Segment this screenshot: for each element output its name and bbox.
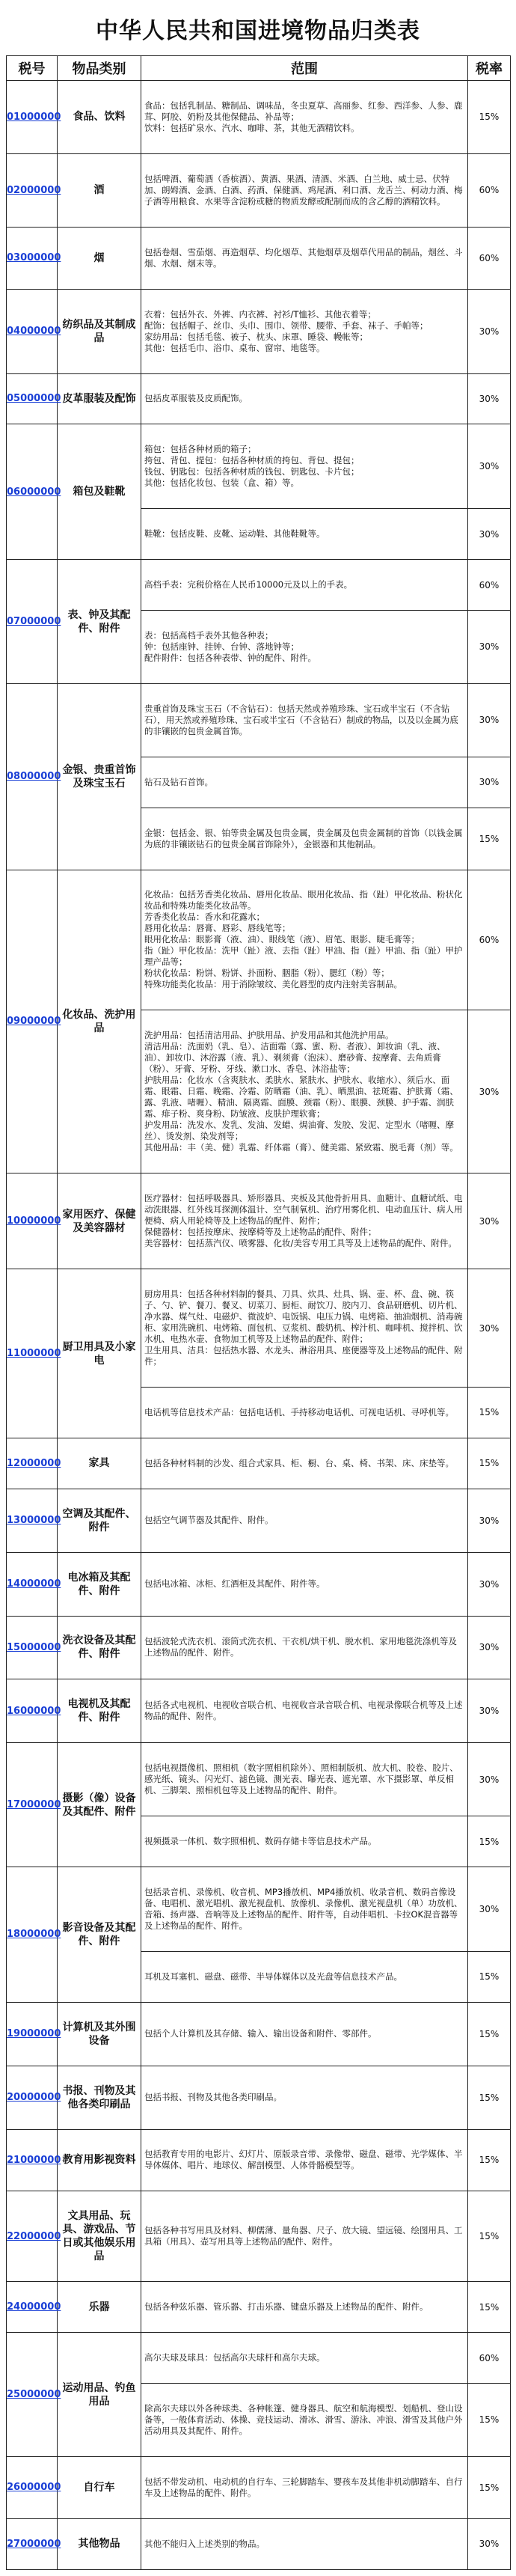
scope-cell bbox=[141, 1438, 468, 1489]
category-cell: 金银、贵重首饰及珠宝玉石 bbox=[58, 683, 141, 870]
scope-cell bbox=[141, 757, 468, 808]
scope-cell bbox=[141, 560, 468, 611]
scope-text: 包括书报、刊物及其他各类印刷品。 bbox=[144, 2092, 282, 2103]
rate-cell: 60% bbox=[468, 153, 511, 227]
table-row bbox=[7, 81, 511, 154]
table-row bbox=[7, 2333, 511, 2384]
scope-text: 其他不能归入上述类别的物品。 bbox=[144, 2538, 265, 2549]
rate-cell: 15% bbox=[468, 2066, 511, 2129]
table-row bbox=[7, 1552, 511, 1616]
scope-text: 衣着：包括外衣、外裤、内衣裤、衬衫/T恤衫、其他衣着等； bbox=[144, 308, 376, 320]
scope-cell bbox=[141, 1173, 468, 1269]
scope-text: 挎包、背包、提包：包括各种材质的挎包、背包、提包； bbox=[144, 455, 360, 466]
scope-text: 包括录音机、录像机、收音机、MP3播放机、MP4播放机、收录音机、数码音像设备、电唱机、激光唱机、激光视盘机、放像机、录像机、激光视盘机（单）功放机、音箱、扬声器、音响等及上述物品的配件、附件等，自动伴唱机、卡拉OK混音器等及上述物品的配件、附件。 bbox=[144, 1886, 463, 1931]
rate-cell: 30% bbox=[468, 611, 511, 684]
scope-text: 包括各种材料制的沙发、组合式家具、柜、橱、台、桌、椅、书架、床、床垫等。 bbox=[144, 1457, 454, 1468]
tariff-code-link[interactable]: 14000000 bbox=[7, 1552, 58, 1616]
scope-text: 包括皮革服装及皮质配饰。 bbox=[144, 393, 248, 404]
tariff-code-link[interactable]: 16000000 bbox=[7, 1679, 58, 1743]
table-row bbox=[7, 1743, 511, 1816]
rate-cell: 30% bbox=[468, 1173, 511, 1269]
rate-cell: 30% bbox=[468, 1743, 511, 1816]
scope-text: 指（趾）甲化妆品：洗甲（趾）液、去指（趾）甲油、指（趾）甲油、指（趾）甲护理产品等； bbox=[144, 945, 463, 968]
tariff-code-link[interactable]: 02000000 bbox=[7, 153, 58, 227]
scope-cell bbox=[141, 2282, 468, 2333]
scope-text: 家纺用品：包括毛毯、被子、枕头、床罩、睡袋、幔帐等； bbox=[144, 331, 368, 342]
table-row bbox=[7, 424, 511, 509]
scope-text: 其他用品：丰（美、健）乳霜、纤体霜（膏）、健美霜、紧致霜、脱毛膏（剂）等。 bbox=[144, 1142, 458, 1153]
page-title: 中华人民共和国进境物品归类表 bbox=[96, 18, 420, 44]
tariff-code-link[interactable]: 15000000 bbox=[7, 1616, 58, 1679]
rate-cell: 15% bbox=[468, 808, 511, 870]
scope-text: 电话机等信息技术产品：包括电话机、手持移动电话机、可视电话机、寻呼机等。 bbox=[144, 1406, 454, 1417]
category-cell: 厨卫用具及小家电 bbox=[58, 1269, 141, 1438]
scope-cell bbox=[141, 2129, 468, 2191]
scope-cell bbox=[141, 1743, 468, 1816]
category-cell: 化妆品、洗护用品 bbox=[58, 870, 141, 1173]
category-cell: 食品、饮料 bbox=[58, 81, 141, 154]
scope-text: 特殊功能类化妆品：用于消除皱纹、美化唇型的皮内注射美容制品。 bbox=[144, 979, 402, 990]
rate-cell: 15% bbox=[468, 2282, 511, 2333]
scope-text: 耳机及耳塞机、磁盘、磁带、半导体媒体以及光盘等信息技术产品。 bbox=[144, 1971, 402, 1982]
scope-cell bbox=[141, 2066, 468, 2129]
table-row bbox=[7, 2518, 511, 2569]
tariff-code-link[interactable]: 07000000 bbox=[7, 560, 58, 684]
category-cell: 家用医疗、保健及美容器材 bbox=[58, 1173, 141, 1269]
scope-cell bbox=[141, 289, 468, 373]
scope-text: 箱包：包括各种材质的箱子； bbox=[144, 444, 257, 455]
header-code: 税号 bbox=[7, 56, 58, 81]
table-header-row bbox=[7, 56, 511, 81]
rate-cell: 15% bbox=[468, 2191, 511, 2282]
table-row bbox=[7, 1867, 511, 1952]
tariff-code-link[interactable]: 19000000 bbox=[7, 2002, 58, 2066]
scope-text: 唇用化妆品：唇膏、唇彩、唇线笔等； bbox=[144, 923, 291, 934]
tariff-code-link[interactable]: 03000000 bbox=[7, 227, 58, 289]
rate-cell: 30% bbox=[468, 1867, 511, 1952]
scope-text: 钱包、钥匙包：包括各种材质的钱包、钥匙包、卡片包； bbox=[144, 466, 360, 477]
rate-cell: 15% bbox=[468, 1388, 511, 1438]
scope-text: 包括卷烟、雪茄烟、再造烟草、均化烟草、其他烟草及烟草代用品的制品，烟丝、斗烟、水烟、烟末等。 bbox=[144, 246, 463, 269]
rate-cell: 15% bbox=[468, 1438, 511, 1489]
tariff-code-link[interactable]: 13000000 bbox=[7, 1489, 58, 1552]
table-row bbox=[7, 153, 511, 227]
category-cell: 烟 bbox=[58, 227, 141, 289]
scope-text: 厨房用具：包括各种材料制的餐具、刀具、炊具、灶具、锅、壶、杯、盘、碗、筷子、勺、铲、餐刀、餐叉、切菜刀、厨柜、耐饮刀、胶内刀、食品研磨机、切片机、净水器、煤气灶、电磁炉、微波炉、电饭锅、电压力锅、电烤箱、抽油烟机、消毒碗柜、家用洗碗机、电烤箱、面包机、豆浆机、酸奶机、榨汁机、咖啡机、搅拌机、饮水机、电热水壶、食物加工机等及上述物品的配件、附件； bbox=[144, 1289, 463, 1345]
table-row bbox=[7, 227, 511, 289]
rate-cell: 60% bbox=[468, 2333, 511, 2384]
scope-cell bbox=[141, 2002, 468, 2066]
scope-text: 眼用化妆品：眼影膏（液、油）、眼线笔（液）、眉笔、眼影、睫毛膏等； bbox=[144, 934, 420, 945]
category-cell: 洗衣设备及其配件、附件 bbox=[58, 1616, 141, 1679]
rate-cell: 30% bbox=[468, 424, 511, 509]
table-row bbox=[7, 2129, 511, 2191]
rate-cell: 60% bbox=[468, 560, 511, 611]
scope-text: 包括电冰箱、冰柜、红酒柜及其配件、附件等。 bbox=[144, 1578, 325, 1590]
category-cell: 摄影（像）设备及其配件、附件 bbox=[58, 1743, 141, 1867]
scope-cell bbox=[141, 1388, 468, 1438]
tariff-code-link[interactable]: 20000000 bbox=[7, 2066, 58, 2129]
scope-cell bbox=[141, 2518, 468, 2569]
category-cell: 表、钟及其配件、附件 bbox=[58, 560, 141, 684]
category-cell: 空调及其配件、附件 bbox=[58, 1489, 141, 1552]
scope-text: 食品：包括乳制品、糖制品、调味品，冬虫夏草、高丽参、红参、西洋参、人参、鹿茸、阿胶、奶粉及其他保健品、补品等； bbox=[144, 100, 463, 122]
scope-text: 其他：包括毛巾、浴巾、桌布、窗帘、地毯等。 bbox=[144, 342, 325, 353]
rate-cell: 15% bbox=[468, 2456, 511, 2518]
scope-text: 包括个人计算机及其存储、输入、输出设备和附件、零部件。 bbox=[144, 2028, 377, 2039]
rate-cell: 30% bbox=[468, 1489, 511, 1552]
tariff-code-link[interactable]: 27000000 bbox=[7, 2518, 58, 2569]
scope-text: 清洁用品：洗面奶（乳、皂）、洁面霜（露、蜜、粉、者液）、卸妆油（乳、液、油）、卸妆巾、沐浴露（液、乳）、剃须膏（泡沫）、磨砂膏、按摩膏、去角质膏（粉）、牙膏、牙粉、牙线、漱口水、香皂、沐浴盐等； bbox=[144, 1041, 446, 1075]
rate-cell: 30% bbox=[468, 1269, 511, 1388]
header-category: 物品类别 bbox=[58, 56, 141, 81]
rate-cell: 30% bbox=[468, 683, 511, 757]
tariff-code-link[interactable]: 22000000 bbox=[7, 2191, 58, 2282]
scope-text: 包括波轮式洗衣机、滚筒式洗衣机、干衣机/烘干机、脱水机、家用地毯洗涤机等及上述物品的配件、附件。 bbox=[144, 1636, 457, 1658]
header-scope: 范围 bbox=[141, 56, 468, 81]
table-row bbox=[7, 2282, 511, 2333]
rate-cell: 60% bbox=[468, 227, 511, 289]
scope-text: 洗护用品：包括清洁用品、护肤用品、护发用品和其他洗护用品。 bbox=[144, 1030, 394, 1041]
scope-cell bbox=[141, 1010, 468, 1173]
scope-text: 包括各式电视机、电视收音联合机、电视收音录音联合机、电视录像联合机等及上述物品的配件、附件。 bbox=[144, 1700, 463, 1722]
scope-text: 饮料：包括矿泉水、汽水、咖啡、茶，其他无酒精饮料。 bbox=[144, 122, 360, 133]
table-row bbox=[7, 870, 511, 1010]
scope-text: 包括各种弦乐器、管乐器、打击乐器、键盘乐器及上述物品的配件、附件。 bbox=[144, 2301, 429, 2313]
tariff-code-link[interactable]: 21000000 bbox=[7, 2129, 58, 2191]
scope-cell bbox=[141, 81, 468, 154]
table-row bbox=[7, 2191, 511, 2282]
tariff-code-link[interactable]: 04000000 bbox=[7, 289, 58, 373]
scope-cell bbox=[141, 611, 468, 684]
scope-text: 金银：包括金、银、铂等贵金属及包贵金属，贵金属及包贵金属制的首饰（以钱金属为底的非镶嵌钻石的包贵金属首饰除外），金银器和其他制品。 bbox=[144, 827, 463, 849]
tariff-code-link[interactable]: 17000000 bbox=[7, 1743, 58, 1867]
scope-text: 鞋靴：包括皮鞋、皮靴、运动鞋、其他鞋靴等。 bbox=[144, 528, 325, 540]
category-cell: 纺织品及其制成品 bbox=[58, 289, 141, 373]
category-cell: 其他物品 bbox=[58, 2518, 141, 2569]
tariff-code-link[interactable]: 01000000 bbox=[7, 81, 58, 154]
category-cell: 乐器 bbox=[58, 2282, 141, 2333]
category-cell: 计算机及其外围设备 bbox=[58, 2002, 141, 2066]
rate-cell: 30% bbox=[468, 2518, 511, 2569]
table-row bbox=[7, 2002, 511, 2066]
scope-text: 贵重首饰及珠宝玉石（不含钻石）：包括天然或养殖珍珠、宝石或半宝石（不含钻石），用天然或养殖珍珠、宝石或半宝石（不含钻石）制成的物品，以及以金属为底的非镶嵌的包贵金属首饰。 bbox=[144, 703, 458, 736]
category-cell: 电视机及其配件、附件 bbox=[58, 1679, 141, 1743]
scope-text: 医疗器材：包括呼吸器具、矫形器具、夹板及其他骨折用具、血糖计、血糖试纸、电动洗眼器、红外线耳探测体温计、空气制氧机、治疗用雾化机、电动血压计、病人用便椅、病人用轮椅等及上述物品的配件、附件； bbox=[144, 1193, 463, 1227]
scope-cell bbox=[141, 2191, 468, 2282]
scope-cell bbox=[141, 683, 468, 757]
rate-cell: 30% bbox=[468, 757, 511, 808]
scope-text: 护发用品：洗发水、发乳、发油、发蜡、焗油膏、发胶、发泥、定型水（啫喱、摩丝）、烫发剂、染发剂等； bbox=[144, 1120, 454, 1142]
scope-cell bbox=[141, 2333, 468, 2384]
header-rate: 税率 bbox=[468, 56, 511, 81]
scope-cell bbox=[141, 1489, 468, 1552]
category-cell: 电冰箱及其配件、附件 bbox=[58, 1552, 141, 1616]
tariff-code-link[interactable]: 26000000 bbox=[7, 2456, 58, 2518]
rate-cell: 60% bbox=[468, 870, 511, 1010]
rate-cell: 30% bbox=[468, 1010, 511, 1173]
category-cell: 教育用影视资料 bbox=[58, 2129, 141, 2191]
scope-cell bbox=[141, 2384, 468, 2457]
scope-text: 包括电视摄像机、照相机（数字照相机除外）、照相制版机、放大机、胶卷、胶片、感光纸、镜头、闪光灯、滤色镜、测光表、曝光表、遮光罩、水下摄影罩、单反相机、三脚架、照相机包等及上述物品的配件、附件。 bbox=[144, 1762, 458, 1796]
table-row bbox=[7, 683, 511, 757]
scope-cell bbox=[141, 1679, 468, 1743]
scope-cell bbox=[141, 1269, 468, 1388]
rate-cell: 15% bbox=[468, 2384, 511, 2457]
tariff-code-link[interactable]: 25000000 bbox=[7, 2333, 58, 2457]
scope-text: 美容器材：包括蒸汽仪、喷雾器、化妆/美容专用工具等及上述物品的配件、附件。 bbox=[144, 1238, 457, 1249]
scope-cell bbox=[141, 424, 468, 509]
category-cell: 家具 bbox=[58, 1438, 141, 1489]
tariff-code-link[interactable]: 05000000 bbox=[7, 373, 58, 424]
category-cell: 运动用品、钓鱼用品 bbox=[58, 2333, 141, 2457]
scope-text: 其他：包括化妆包、包装（盒、箱）等。 bbox=[144, 477, 299, 489]
scope-cell bbox=[141, 870, 468, 1010]
scope-cell bbox=[141, 1951, 468, 2002]
rate-cell: 30% bbox=[468, 1679, 511, 1743]
scope-text: 除高尔夫球以外各种球类、各种帐篷、健身器具、航空和航海模型、划船机、登山设备等，一般体育活动、体操、竞技运动、滑冰、滑雪、游泳、冲浪、滑雪及其他户外活动用具及其配件、附件。 bbox=[144, 2402, 463, 2436]
table-row bbox=[7, 1489, 511, 1552]
category-cell: 文具用品、玩具、游戏品、节日或其他娱乐用品 bbox=[58, 2191, 141, 2282]
tariff-code-link[interactable]: 10000000 bbox=[7, 1173, 58, 1269]
scope-text: 粉状化妆品：粉饼、粉饼、扑面粉、胭脂（粉）、腮红（粉）等； bbox=[144, 968, 390, 979]
tariff-code-link[interactable]: 24000000 bbox=[7, 2282, 58, 2333]
rate-cell: 30% bbox=[468, 1552, 511, 1616]
rate-cell: 30% bbox=[468, 509, 511, 560]
rate-cell: 15% bbox=[468, 1951, 511, 2002]
tariff-code-link[interactable]: 06000000 bbox=[7, 424, 58, 560]
table-row bbox=[7, 560, 511, 611]
scope-cell bbox=[141, 509, 468, 560]
scope-cell bbox=[141, 1552, 468, 1616]
table-row bbox=[7, 1616, 511, 1679]
rate-cell: 15% bbox=[468, 1816, 511, 1867]
category-cell: 影音设备及其配件、附件 bbox=[58, 1867, 141, 2003]
table-row bbox=[7, 1438, 511, 1489]
scope-text: 视频摄录一体机、数字照相机、数码存储卡等信息技术产品。 bbox=[144, 1836, 377, 1847]
scope-text: 钟：包括座钟、挂钟、台钟、落地钟等； bbox=[144, 641, 299, 652]
table-row bbox=[7, 373, 511, 424]
tariff-code-link[interactable]: 11000000 bbox=[7, 1269, 58, 1438]
scope-cell bbox=[141, 373, 468, 424]
category-cell: 自行车 bbox=[58, 2456, 141, 2518]
tariff-table bbox=[6, 55, 511, 2570]
scope-text: 高尔夫球及球具：包括高尔夫球杆和高尔夫球。 bbox=[144, 2352, 325, 2363]
tariff-code-link[interactable]: 09000000 bbox=[7, 870, 58, 1173]
scope-text: 包括不带发动机、电动机的自行车、三轮脚踏车、婴孩车及其他非机动脚踏车、自行车及上述物品的配件、附件。 bbox=[144, 2476, 463, 2498]
scope-cell bbox=[141, 1816, 468, 1867]
table-row bbox=[7, 1679, 511, 1743]
category-cell: 箱包及鞋靴 bbox=[58, 424, 141, 560]
rate-cell: 30% bbox=[468, 289, 511, 373]
tariff-code-link[interactable]: 18000000 bbox=[7, 1867, 58, 2003]
category-cell: 书报、刊物及其他各类印刷品 bbox=[58, 2066, 141, 2129]
scope-text: 卫生用具、洁具：包括热水器、水龙头、淋浴用具、座便器等及上述物品的配件、附件； bbox=[144, 1345, 463, 1367]
rate-cell: 15% bbox=[468, 2129, 511, 2191]
scope-cell bbox=[141, 1616, 468, 1679]
category-cell: 酒 bbox=[58, 153, 141, 227]
table-body bbox=[7, 81, 511, 2570]
rate-cell: 30% bbox=[468, 373, 511, 424]
scope-text: 化妆品：包括芳香类化妆品、唇用化妆品、眼用化妆品、指（趾）甲化妆品、粉状化妆品和特殊功能类化妆品等。 bbox=[144, 889, 463, 912]
table-row bbox=[7, 2066, 511, 2129]
scope-text: 护肤用品：化妆水（含爽肤水、柔肤水、紧肤水、护肤水、收缩水）、须后水、面霜、眼霜、日霜、晚霜、冷霜、防晒霜（油、乳）、晒黑油、祛斑霜、护肤膏（霜、露、乳液、啫喱）、精油、隔离霜、面膜、颈霜（粉）、眼膜、颈膜、护手霜、润肤霜、痱子粉、爽身粉、防皱液、皮肤护理软膏； bbox=[144, 1075, 458, 1120]
tariff-code-link[interactable]: 12000000 bbox=[7, 1438, 58, 1489]
scope-text: 高档手表：完税价格在人民币10000元及以上的手表。 bbox=[144, 579, 353, 590]
table-row bbox=[7, 1269, 511, 1388]
rate-cell: 15% bbox=[468, 2002, 511, 2066]
scope-cell bbox=[141, 1867, 468, 1952]
scope-text: 芳香类化妆品：香水和花露水； bbox=[144, 912, 265, 923]
scope-text: 包括各种书写用具及材料、柳儒薄、量角器、尺子、放大镜、望远镜、绘图用具、工具箱（用具）、壶写用具等上述物品的配件、附件。 bbox=[144, 2225, 463, 2247]
scope-text: 配件附件：包括各种表带、钟的配件、附件。 bbox=[144, 652, 316, 663]
scope-text: 钻石及钻石首饰。 bbox=[144, 776, 213, 787]
scope-text: 表：包括高档手表外其他各种表； bbox=[144, 629, 274, 641]
scope-text: 配饰：包括帽子、丝巾、头巾、围巾、领带、腰带、手套、袜子、手帕等； bbox=[144, 320, 429, 331]
table-row bbox=[7, 1173, 511, 1269]
scope-cell bbox=[141, 808, 468, 870]
rate-cell: 30% bbox=[468, 1616, 511, 1679]
scope-text: 包括教育专用的电影片、幻灯片、原版录音带、录像带、磁盘、磁带、光学媒体、半导体媒体、唱片、地球仪、解剖模型、人体骨骼模型等。 bbox=[144, 2149, 463, 2171]
tariff-code-link[interactable]: 08000000 bbox=[7, 683, 58, 870]
table-row bbox=[7, 289, 511, 373]
table-row bbox=[7, 2456, 511, 2518]
scope-text: 保健器材：包括按摩床、按摩椅等及上述物品的配件、附件； bbox=[144, 1227, 377, 1238]
scope-cell bbox=[141, 2456, 468, 2518]
scope-text: 包括空气调节器及其配件、附件。 bbox=[144, 1515, 274, 1526]
scope-cell bbox=[141, 227, 468, 289]
scope-text: 包括啤酒、葡萄酒（香槟酒）、黄酒、果酒、清酒、米酒、白兰地、威士忌、伏特加、朗姆酒、金酒、白酒、药酒、保健酒、鸡尾酒、利口酒、龙舌兰、柯动力酒、梅子酒等用粮食、水果等含淀粉或糖的物质发酵或配制而成的含乙醇的酒精饮料。 bbox=[144, 173, 463, 207]
category-cell: 皮革服装及配饰 bbox=[58, 373, 141, 424]
rate-cell: 15% bbox=[468, 81, 511, 154]
scope-cell bbox=[141, 153, 468, 227]
